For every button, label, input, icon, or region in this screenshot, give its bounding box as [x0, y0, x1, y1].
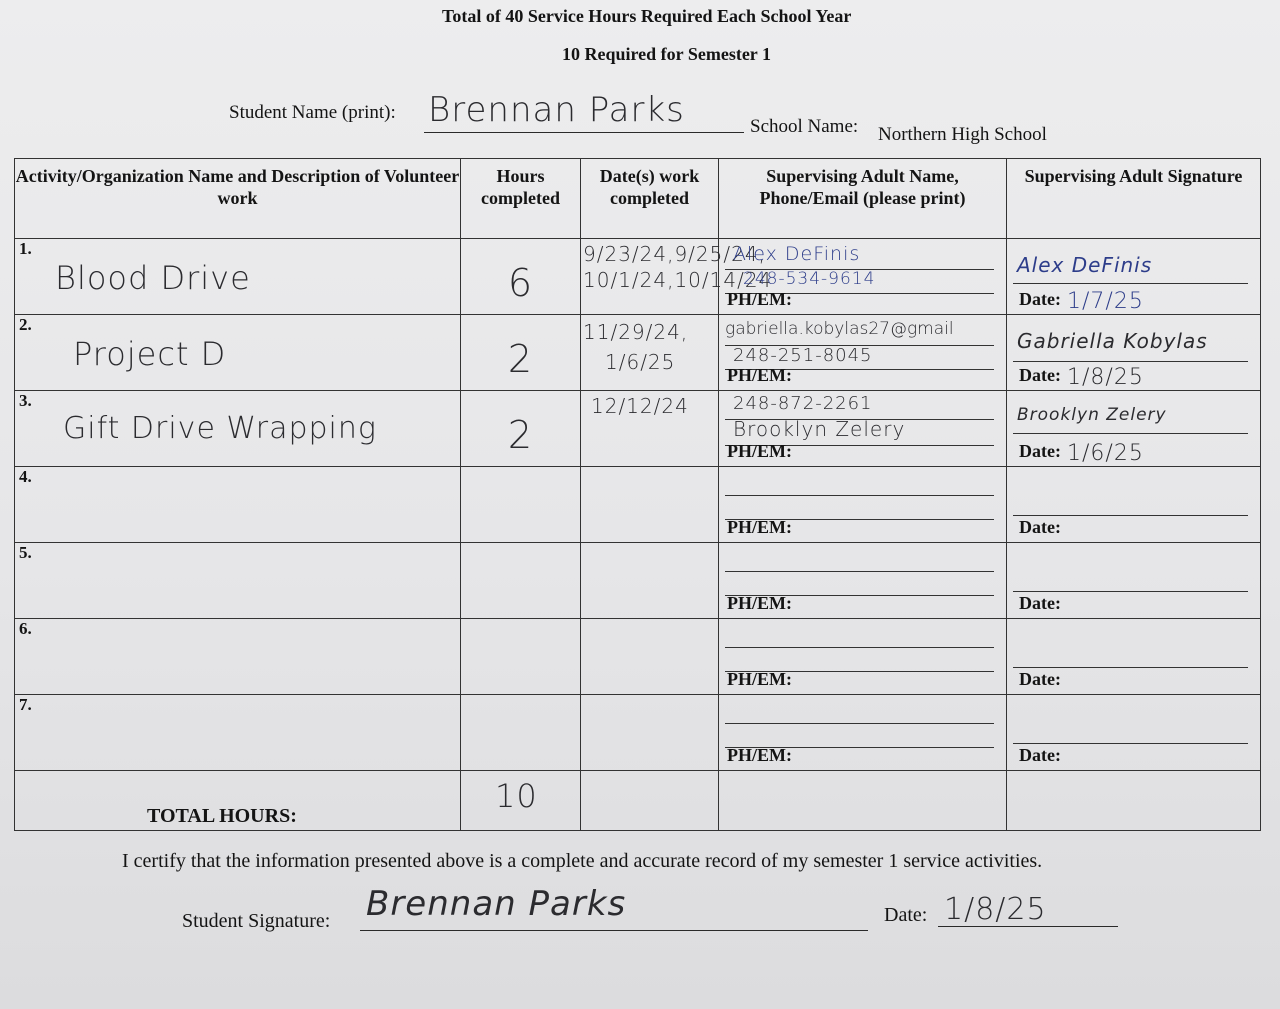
student-signature-label: Student Signature: [182, 910, 331, 932]
row-number: 4. [19, 467, 32, 486]
hours-cell [461, 619, 581, 695]
header-row [15, 159, 1261, 239]
signature-cell [1007, 315, 1261, 391]
activity-name: Gift Drive Wrapping [63, 411, 377, 446]
total-label-cell [15, 771, 461, 831]
activity-cell [15, 695, 461, 771]
student-name-value: Brennan Parks [428, 90, 685, 130]
total-hours-value: 10 [495, 777, 538, 815]
activity-cell [15, 619, 461, 695]
supervisor-contact-2: 248-534-9614 [743, 269, 876, 289]
supervisor-contact-2: 248-251-8045 [733, 345, 873, 366]
row-number: 6. [19, 619, 32, 638]
table-row [15, 315, 1261, 391]
dates-cell [581, 315, 719, 391]
signature-line [1013, 433, 1248, 434]
signature-line [1013, 667, 1248, 668]
phem-label: PH/EM: [727, 517, 792, 537]
header-supervisor: Supervising Adult Name, Phone/Email (please print) [719, 159, 1007, 239]
dates-cell [581, 695, 719, 771]
hours-cell [461, 315, 581, 391]
supervisor-contact-1: Alex DeFinis [733, 243, 861, 265]
row-number: 1. [19, 239, 32, 258]
dates-cell [581, 391, 719, 467]
footer-date-label: Date: [884, 904, 928, 926]
activity-cell [15, 315, 461, 391]
signature-cell [1007, 391, 1261, 467]
hours-cell [461, 543, 581, 619]
signature-date: 1/6/25 [1067, 441, 1144, 466]
signature-cell [1007, 467, 1261, 543]
date-label: Date: [1019, 593, 1061, 613]
supervisor-contact-1: 248-872-2261 [733, 393, 873, 414]
signature-cell [1007, 239, 1261, 315]
activity-cell [15, 543, 461, 619]
signature-line [1013, 515, 1248, 516]
date-line: 9/23/24,9/25/24, [583, 242, 766, 266]
date-label: Date: [1019, 745, 1061, 765]
certification-statement: I certify that the information presented above is a complete and accurate record of my semester 1 service activities. [122, 850, 1043, 872]
date-label: Date: [1019, 669, 1061, 689]
phem-label: PH/EM: [727, 593, 792, 613]
phem-label: PH/EM: [727, 745, 792, 765]
supervisor-line [725, 571, 994, 572]
activity-cell [15, 391, 461, 467]
student-signature-value: Brennan Parks [366, 884, 627, 924]
row-number: 3. [19, 391, 32, 410]
dates-value [591, 393, 689, 419]
total-row [15, 771, 1261, 831]
row-number: 5. [19, 543, 32, 562]
dates-value [583, 317, 688, 377]
form-title: Total of 40 Service Hours Required Each School Year [442, 6, 852, 26]
phem-label: PH/EM: [727, 441, 792, 461]
header-activity: Activity/Organization Name and Description of Volunteer work [15, 159, 461, 239]
date-line: 11/29/24, [583, 320, 689, 344]
total-hours-cell [461, 771, 581, 831]
signature-line [1013, 361, 1248, 362]
signature-line [1013, 743, 1248, 744]
hours-cell [461, 239, 581, 315]
table-row [15, 543, 1261, 619]
activity-name: Blood Drive [55, 259, 251, 297]
footer-date-value: 1/8/25 [944, 892, 1047, 927]
supervisor-line [725, 723, 994, 724]
phem-label: PH/EM: [727, 365, 792, 385]
form-subtitle: 10 Required for Semester 1 [562, 44, 771, 64]
total-empty-cell [581, 771, 719, 831]
hours-value: 2 [507, 413, 534, 457]
dates-cell [581, 543, 719, 619]
row-number: 2. [19, 315, 32, 334]
footer-date-line [938, 926, 1118, 927]
supervisor-cell [719, 391, 1007, 467]
activity-cell [15, 467, 461, 543]
activity-cell [15, 239, 461, 315]
supervisor-cell [719, 315, 1007, 391]
header-signature: Supervising Adult Signature [1007, 159, 1261, 239]
supervisor-line [725, 495, 994, 496]
hours-cell [461, 467, 581, 543]
signature-line [1013, 283, 1248, 284]
date-line: 10/1/24,10/14/24 [583, 268, 773, 292]
dates-cell [581, 619, 719, 695]
signature-date: 1/7/25 [1067, 289, 1144, 314]
header-hours: Hours completed [461, 159, 581, 239]
hours-cell [461, 695, 581, 771]
student-signature-line [360, 930, 868, 931]
date-line: 12/12/24 [591, 394, 689, 418]
table-row [15, 619, 1261, 695]
total-hours-label: TOTAL HOURS: [147, 805, 297, 827]
date-label: Date: [1019, 441, 1061, 461]
phem-label: PH/EM: [727, 289, 792, 309]
supervisor-signature: Brooklyn Zelery [1017, 405, 1167, 425]
table-row [15, 391, 1261, 467]
school-name-label: School Name: [750, 116, 859, 137]
hours-value: 6 [507, 261, 534, 305]
supervisor-contact-1: gabriella.kobylas27@gmail [725, 319, 954, 339]
supervisor-contact-2: Brooklyn Zelery [733, 417, 906, 441]
supervisor-cell [719, 239, 1007, 315]
activity-name: Project D [73, 335, 227, 373]
supervisor-cell [719, 619, 1007, 695]
phem-label: PH/EM: [727, 669, 792, 689]
header-dates: Date(s) work completed [581, 159, 719, 239]
table-row [15, 239, 1261, 315]
signature-cell [1007, 619, 1261, 695]
signature-date: 1/8/25 [1067, 365, 1144, 390]
supervisor-signature: Alex DeFinis [1017, 253, 1153, 277]
student-name-underline [424, 132, 744, 133]
total-empty-cell [1007, 771, 1261, 831]
date-label: Date: [1019, 517, 1061, 537]
supervisor-line [725, 647, 994, 648]
hours-cell [461, 391, 581, 467]
supervisor-cell [719, 467, 1007, 543]
service-log-table [14, 158, 1261, 831]
supervisor-cell [719, 695, 1007, 771]
date-label: Date: [1019, 289, 1061, 309]
date-label: Date: [1019, 365, 1061, 385]
row-number: 7. [19, 695, 32, 714]
signature-cell [1007, 695, 1261, 771]
hours-value: 2 [507, 337, 534, 381]
signature-line [1013, 591, 1248, 592]
signature-cell [1007, 543, 1261, 619]
total-empty-cell [719, 771, 1007, 831]
school-name-value: Northern High School [878, 124, 1047, 145]
date-line: 1/6/25 [605, 350, 676, 374]
table-row [15, 695, 1261, 771]
dates-cell [581, 467, 719, 543]
student-name-label: Student Name (print): [229, 102, 396, 123]
supervisor-cell [719, 543, 1007, 619]
table-row [15, 467, 1261, 543]
supervisor-signature: Gabriella Kobylas [1017, 329, 1208, 353]
